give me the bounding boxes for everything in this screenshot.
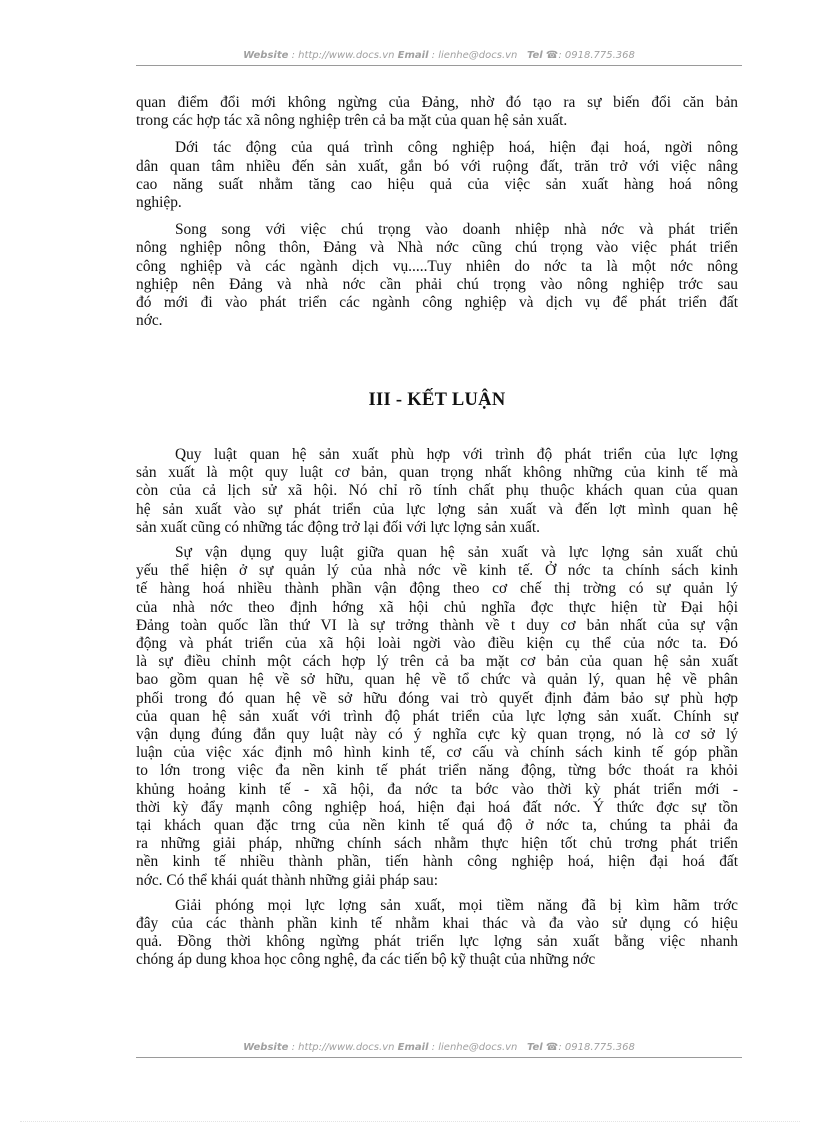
text-line: khủng hoảng kinh tế - xã hội, đa nớc ta bớc vào thời kỳ phát triển mới - bbox=[136, 780, 738, 798]
header-tel-value: : 0918.775.368 bbox=[558, 50, 635, 61]
conclusion-section bbox=[136, 446, 738, 970]
text-line: công nghiệp và các ngành dịch vụ.....Tuy nhiên do nớc ta là một nớc nông bbox=[136, 257, 738, 275]
text-line: nghiệp. bbox=[136, 194, 182, 212]
text-line: trong các hợp tác xã nông nghiệp trên cả ba mặt của quan hệ sản xuất. bbox=[136, 112, 568, 130]
text-line: bao gồm quan hệ về sở hữu, quan hệ về tổ chức và quản lý, quan hệ về phân bbox=[136, 671, 738, 689]
text-line: của quan hệ sản xuất với trình độ phát triển của lực lợng sản xuất. Chính sự bbox=[136, 707, 738, 725]
footer-tel-label: Tel bbox=[526, 1042, 543, 1053]
footer-rule bbox=[136, 1057, 742, 1058]
footer-website-link[interactable]: http://www.docs.vn bbox=[298, 1042, 395, 1053]
text-line: còn của cả lịch sử xã hội. Nó chỉ rõ tính chất phụ thuộc khách quan của quan bbox=[136, 482, 738, 500]
page-footer bbox=[136, 1042, 742, 1053]
text-line: ra những giải pháp, những chính sách nhằm thực hiện tốt chủ trơng phát triển bbox=[136, 835, 738, 853]
text-line: quả. Đồng thời không ngừng phát triển lực lợng sản xuất bằng việc nhanh bbox=[136, 933, 738, 951]
text-line: sản xuất là một quy luật cơ bản, quan trọng nhất không những của kinh tế mà bbox=[136, 464, 738, 482]
text-line: Quy luật quan hệ sản xuất phù hợp với trình độ phát triển của lực lợng bbox=[175, 446, 738, 463]
header-website-label: Website bbox=[243, 50, 289, 61]
header-rule bbox=[136, 65, 742, 66]
text-line: sản xuất cũng có những tác động trở lại đối với lực lợng sản xuất. bbox=[136, 518, 540, 536]
footer-email-label: Email bbox=[397, 1042, 429, 1053]
footer-website-sep: : bbox=[288, 1042, 299, 1053]
paragraph bbox=[136, 94, 738, 130]
text-line: quan điểm đổi mới không ngừng của Đảng, nhờ đó tạo ra sự biến đổi căn bản bbox=[136, 94, 738, 111]
text-line: tế hàng hoá nhiều thành phần vận động theo cơ chế thị trờng có sự quản lý bbox=[136, 580, 738, 598]
section-heading: III - KẾT LUẬN bbox=[368, 390, 506, 410]
paragraph bbox=[136, 221, 738, 330]
header-website-link[interactable]: http://www.docs.vn bbox=[298, 50, 395, 61]
text-line: to lớn trong việc đa nền kinh tế phát triển năng động, từng bớc thoát ra khỏi bbox=[136, 762, 738, 780]
page-bottom-dotted-line bbox=[20, 1121, 800, 1122]
text-line: đây của các thành phần kinh tế nhằm khai thác và đa vào sử dụng có hiệu bbox=[136, 915, 738, 933]
text-line: dân quan tâm nhiều đến sản xuất, gắn bó với ruộng đất, trăn trở với việc nâng bbox=[136, 157, 738, 175]
text-line: tại khách quan đặc trng của nền kinh tế quá độ ở nớc ta, chúng ta phải đa bbox=[136, 817, 738, 835]
text-line: là sự điều chỉnh một cách hợp lý trên cả ba mặt cơ bản của quan hệ sản xuất bbox=[136, 653, 738, 671]
text-line: nền kinh tế nhiều thành phần, tiến hành công nghiệp hoá, hiện đại hoá đất bbox=[136, 853, 738, 871]
text-line: nông nghiệp nông thôn, Đảng và Nhà nớc cũng chú trọng vào việc phát triển bbox=[136, 239, 738, 257]
text-line: Dới tác động của quá trình công nghiệp hoá, hiện đại hoá, ngời nông bbox=[175, 139, 738, 157]
text-line: đó mới đi vào phát triển các ngành công nghiệp và dịch vụ để phát triển đất bbox=[136, 294, 738, 312]
header-email-sep: : bbox=[428, 50, 439, 61]
header-email-label: Email bbox=[397, 50, 429, 61]
text-line: cao năng suất nhằm tăng cao hiệu quả của việc sản xuất hàng hoá nông bbox=[136, 175, 738, 193]
text-line: thời kỳ đẩy mạnh công nghiệp hoá, hiện đại hoá đất nớc. Ý thức đợc sự tồn bbox=[136, 798, 738, 816]
text-line: động và phát triển của xã hội loài ngời vào điều kiện cụ thể của nớc ta. Đó bbox=[136, 635, 738, 653]
paragraph bbox=[136, 446, 738, 537]
text-line: Đảng toàn quốc lần thứ VI là sự trởng thành về t duy cơ bản nhất của sự vận bbox=[136, 616, 738, 634]
paragraph bbox=[136, 897, 738, 970]
text-line: phối trong đó quan hệ về sở hữu đóng vai trò quyết định đảm bảo sự phù hợp bbox=[136, 689, 738, 707]
footer-tel-value: : 0918.775.368 bbox=[558, 1042, 635, 1053]
page-header bbox=[136, 50, 742, 61]
text-line: vận dụng đúng đắn quy luật này có ý nghĩa cực kỳ quan trọng, nó là cơ sở lý bbox=[136, 726, 738, 744]
text-line: của nhà nớc theo định hớng xã hội chủ nghĩa đợc thực hiện từ Đại hội bbox=[136, 598, 738, 616]
paragraph bbox=[136, 139, 738, 212]
text-line: luận của việc xác định mô hình kinh tế, cơ cấu và chính sách kinh tế góp phần bbox=[136, 744, 738, 762]
text-line: yếu thể hiện ở sự quản lý của nhà nớc về kinh tế. Ở nớc ta chính sách kinh bbox=[136, 562, 738, 580]
footer-website-label: Website bbox=[243, 1042, 289, 1053]
text-line: nghiệp nên Đảng và nhà nớc cần phải chú trọng vào nông nghiệp trớc sau bbox=[136, 275, 738, 293]
text-line: Sự vận dụng quy luật giữa quan hệ sản xuất và lực lợng sản xuất chủ bbox=[175, 544, 738, 562]
text-line: nớc. Có thể khái quát thành những giải pháp sau: bbox=[136, 871, 439, 889]
footer-email-sep: : bbox=[428, 1042, 439, 1053]
text-line: Song song với việc chú trọng vào doanh nhiệp nhà nớc và phát triển bbox=[175, 221, 738, 239]
text-line: hệ sản xuất vào sự phát triển của lực lợng sản xuất và đến lợt mình quan hệ bbox=[136, 500, 738, 518]
text-line: Giải phóng mọi lực lợng sản xuất, mọi tiềm năng đã bị kìm hãm trớc bbox=[175, 896, 738, 914]
paragraph bbox=[136, 544, 738, 890]
phone-icon: ☎ bbox=[545, 1042, 559, 1053]
header-email-link[interactable]: lienhe@docs.vn bbox=[438, 50, 518, 61]
text-line: nớc. bbox=[136, 312, 163, 330]
header-website-sep: : bbox=[288, 50, 299, 61]
intro-section bbox=[136, 94, 738, 330]
text-line: chóng áp dung khoa học công nghệ, đa các tiến bộ kỹ thuật của những nớc bbox=[136, 951, 596, 969]
phone-icon: ☎ bbox=[545, 50, 559, 61]
footer-email-link[interactable]: lienhe@docs.vn bbox=[438, 1042, 518, 1053]
header-tel-label: Tel bbox=[526, 50, 543, 61]
